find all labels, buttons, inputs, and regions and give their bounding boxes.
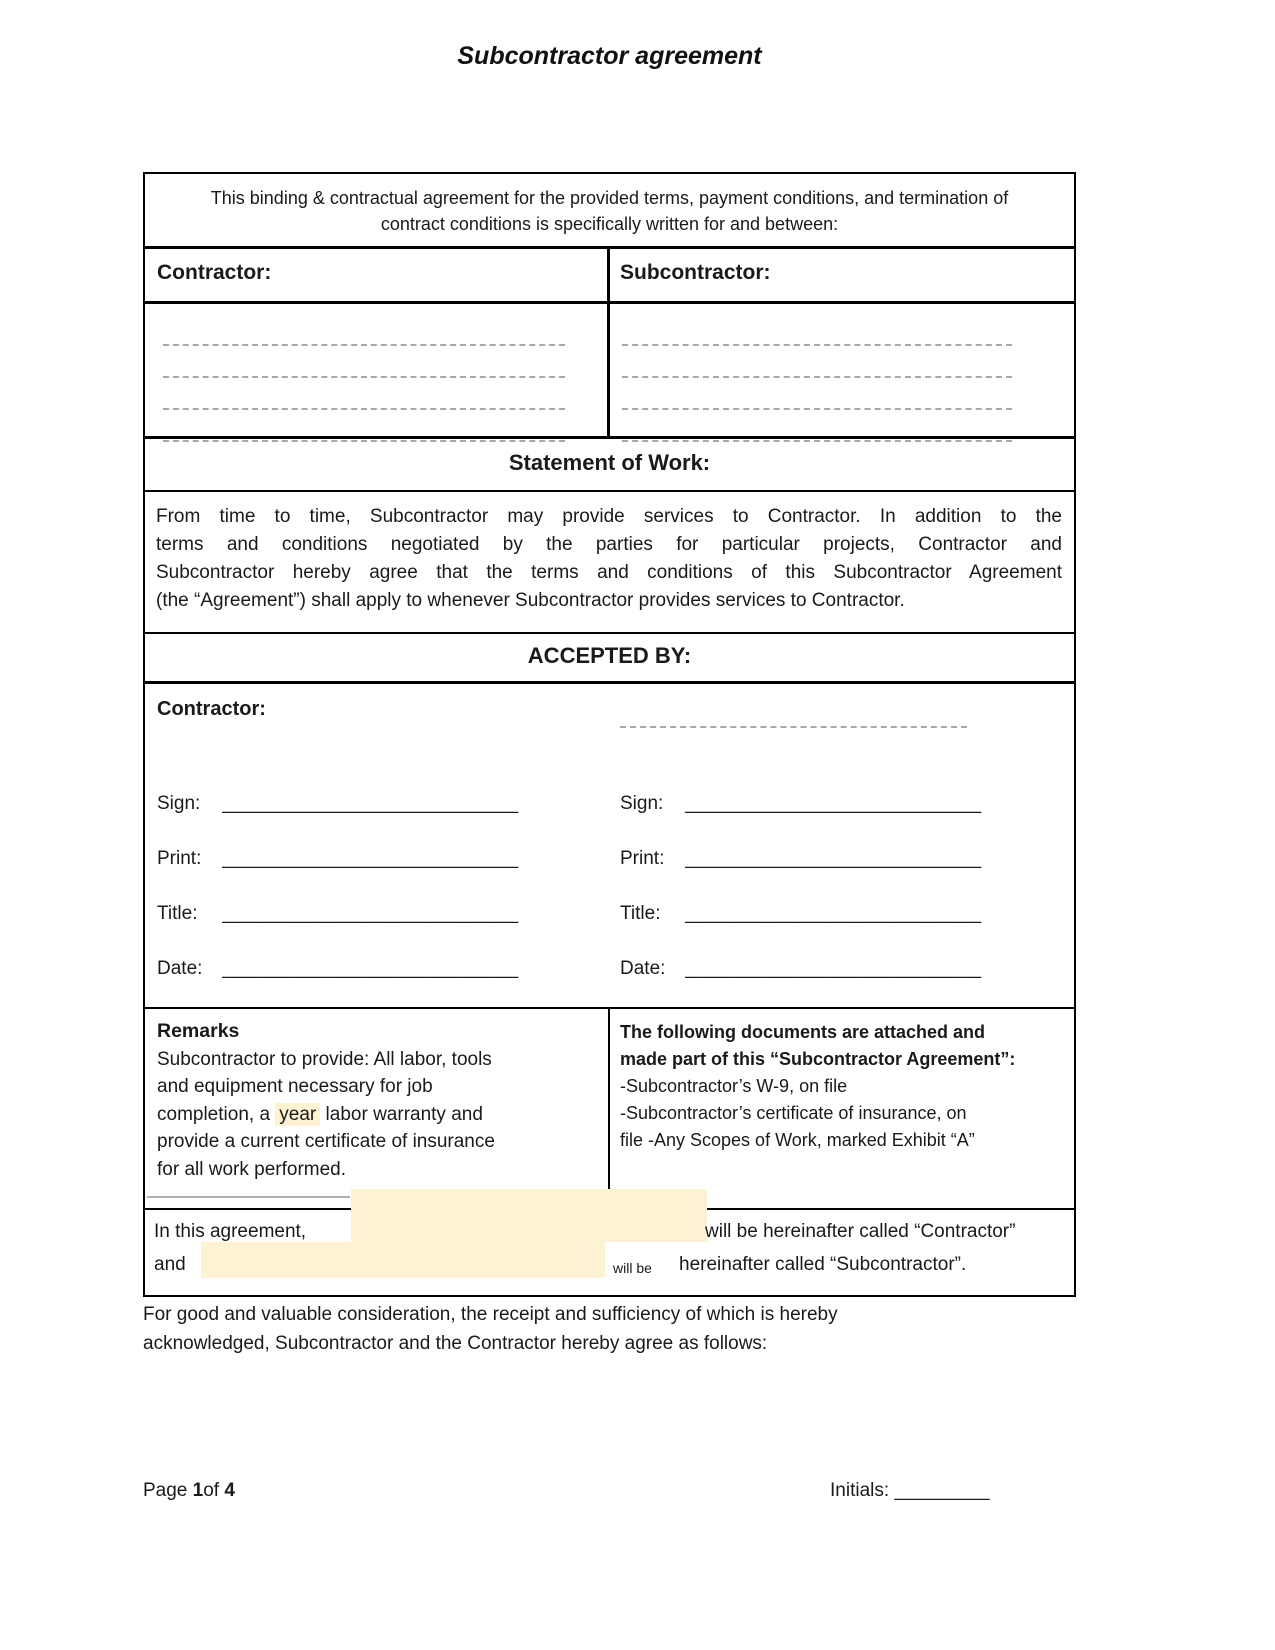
blank-line [147,1196,350,1198]
accepted-by-heading: ACCEPTED BY: [145,634,1074,684]
intro-text-line2: contract conditions is specifically written for and between: [380,214,839,234]
statement-of-work-body [145,492,1074,634]
signature-block-row [145,684,1074,1009]
consideration-line2: acknowledged, Subcontractor and the Contractor hereby agree as follows: [143,1333,768,1354]
statement-line: From time to time, Subcontractor may provide services to Contractor. In addition to the [156,506,1062,527]
date-line: ____________________________ [222,958,519,979]
blank-line [622,410,1012,442]
remarks-line: provide a current certificate of insurance [157,1131,495,1152]
party-headings-row [145,249,1074,304]
subcontractor-name-area [620,684,1074,760]
document-item: -Subcontractor’s certificate of insurance, on [620,1103,967,1123]
date-field [157,958,610,980]
clause-will-be-small: will be [613,1260,652,1276]
blank-line [622,314,1012,346]
print-line: ____________________________ [685,848,982,869]
print-label: Print: [157,848,202,869]
title-field [157,903,610,925]
naming-clause-row [145,1210,1074,1295]
title-field [620,903,1074,925]
clause-line1-prefix: In this agreement, [154,1221,307,1242]
print-line: ____________________________ [222,848,519,869]
highlighted-year-field[interactable]: year [275,1103,320,1126]
sign-field [157,793,610,815]
statement-line: (the “Agreement”) shall apply to whenever Subcontractor provides services to Contractor. [156,590,905,611]
subcontractor-heading: Subcontractor: [620,261,771,284]
clause-line2-prefix: and [154,1254,186,1275]
page-number: 1 [192,1480,204,1501]
title-label: Title: [157,903,198,924]
party-details-row [145,304,1074,439]
clause-line2-suffix: hereinafter called “Subcontractor”. [679,1254,967,1275]
page-number-footer [143,1480,235,1502]
sign-line: ____________________________ [685,793,982,814]
document-item: file -Any Scopes of Work, marked Exhibit “A” [620,1130,975,1150]
statement-line: terms and conditions negotiated by the parties for particular projects, Contractor and [156,534,1062,555]
subcontractor-name-fill-field[interactable] [201,1242,605,1278]
contractor-heading: Contractor: [145,249,610,301]
title-line: ____________________________ [685,903,982,924]
clause-line1-suffix: will be hereinafter called “Contractor” [705,1221,1016,1242]
print-field [157,848,610,870]
document-item: -Subcontractor’s W-9, on file [620,1076,848,1096]
date-label: Date: [157,958,203,979]
date-line: ____________________________ [685,958,982,979]
sign-label: Sign: [157,793,201,814]
sign-line: ____________________________ [222,793,519,814]
blank-line [620,716,967,728]
consideration-paragraph [143,1300,963,1358]
blank-line [163,314,565,346]
print-field [620,848,1074,870]
remarks-row [145,1009,1074,1210]
documents-heading-line1: The following documents are attached and [620,1022,986,1042]
page-word: Page [143,1480,193,1501]
initials-label: Initials: [830,1480,895,1501]
blank-line [622,346,1012,378]
agreement-table [143,172,1076,1297]
consideration-line1: For good and valuable consideration, the receipt and sufficiency of which is hereby [143,1304,838,1325]
date-label: Date: [620,958,666,979]
attached-documents-cell [610,1009,1074,1208]
contractor-details-cell [145,304,610,436]
intro-row [145,174,1074,249]
page-total: 4 [224,1480,235,1501]
blank-line [163,410,565,442]
remarks-text: completion, a [157,1103,271,1125]
print-label: Print: [620,848,665,869]
date-field [620,958,1074,980]
initials-footer [830,1480,990,1502]
blank-line [163,378,565,410]
sign-label: Sign: [620,793,664,814]
contractor-signature-column [145,684,610,1007]
initials-line: _________ [894,1480,990,1501]
page-title: Subcontractor agreement [457,42,762,70]
remarks-cell [145,1009,610,1208]
remarks-text: labor warranty and [325,1103,483,1125]
contractor-name-fill-field[interactable] [351,1189,707,1242]
remarks-line: and equipment necessary for job [157,1076,433,1097]
remarks-line: for all work performed. [157,1158,347,1180]
blank-line [622,378,1012,410]
blank-line [163,346,565,378]
subcontractor-signature-column [610,684,1074,1007]
sign-field [620,793,1074,815]
subcontractor-details-cell [610,304,1074,436]
statement-of-work-heading: Statement of Work: [145,439,1074,492]
documents-heading-line2: made part of this “Subcontractor Agreement”: [620,1049,1016,1069]
title-line: ____________________________ [222,903,519,924]
title-label: Title: [620,903,661,924]
signature-contractor-label: Contractor: [157,698,266,720]
statement-line: Subcontractor hereby agree that the terms and conditions of this Subcontractor Agreement [156,562,1062,583]
remarks-line: Subcontractor to provide: All labor, tools [157,1048,492,1070]
intro-text-line1: This binding & contractual agreement for the provided terms, payment conditions, and termination of [210,188,1009,208]
of-word: of [203,1480,225,1501]
remarks-line [157,1101,598,1129]
remarks-heading: Remarks [157,1020,240,1042]
